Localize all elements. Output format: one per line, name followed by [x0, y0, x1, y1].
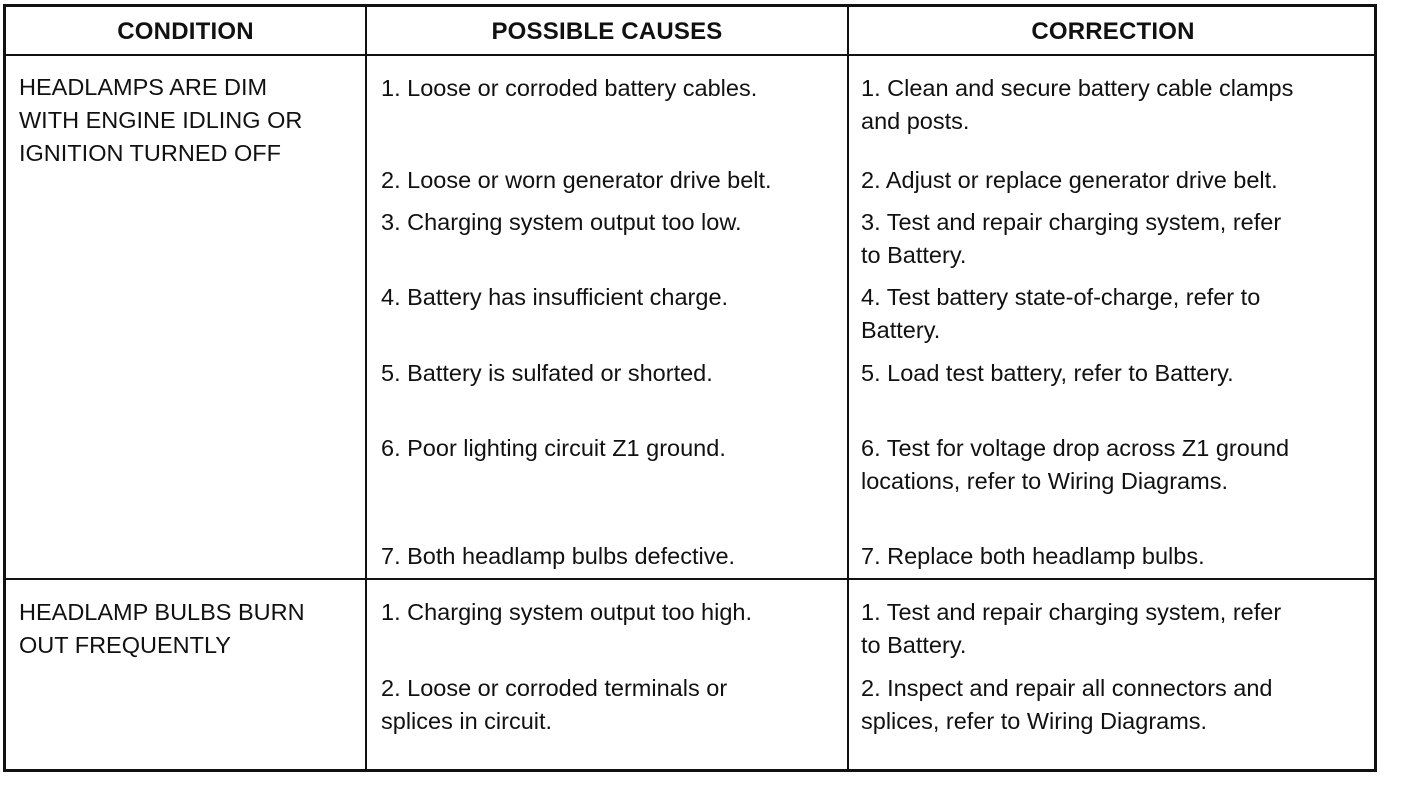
- group-divider: [6, 578, 1374, 580]
- header-divider: [6, 54, 1374, 56]
- correction-1-5: 5. Load test battery, refer to Battery.: [861, 360, 1234, 386]
- correction-1-6: 6. Test for voltage drop across Z1 ground locations, refer to Wiring Diagrams.: [861, 435, 1290, 494]
- cause-2-1: 1. Charging system output too high.: [381, 599, 752, 625]
- column-divider-2: [847, 7, 849, 769]
- column-divider-1: [365, 7, 367, 769]
- header-possible-causes: POSSIBLE CAUSES: [491, 18, 723, 45]
- correction-1-3: 3. Test and repair charging system, refer to Battery.: [861, 209, 1282, 268]
- correction-2-1: 1. Test and repair charging system, refer to Battery.: [861, 599, 1282, 658]
- correction-1-4: 4. Test battery state-of-charge, refer to Battery.: [861, 284, 1261, 343]
- cause-1-3: 3. Charging system output too low.: [381, 209, 742, 235]
- condition-dim-headlamps: HEADLAMPS ARE DIM WITH ENGINE IDLING OR IGNITION TURNED OFF: [19, 74, 303, 166]
- correction-1-1: 1. Clean and secure battery cable clamps and posts.: [861, 75, 1294, 134]
- cause-1-7: 7. Both headlamp bulbs defective.: [381, 543, 736, 569]
- diagnosis-table: [3, 4, 1377, 772]
- cause-1-4: 4. Battery has insufficient charge.: [381, 284, 729, 310]
- cause-1-1: 1. Loose or corroded battery cables.: [381, 75, 758, 101]
- condition-bulbs-burn-out: HEADLAMP BULBS BURN OUT FREQUENTLY: [19, 599, 305, 658]
- correction-2-2: 2. Inspect and repair all connectors and splices, refer to Wiring Diagrams.: [861, 675, 1273, 734]
- cause-2-2: 2. Loose or corroded terminals or splices in circuit.: [381, 675, 728, 734]
- correction-1-2: 2. Adjust or replace generator drive belt.: [861, 167, 1278, 193]
- cause-1-5: 5. Battery is sulfated or shorted.: [381, 360, 713, 386]
- header-correction: CORRECTION: [1031, 18, 1195, 45]
- header-condition: CONDITION: [117, 18, 254, 45]
- cause-1-2: 2. Loose or worn generator drive belt.: [381, 167, 772, 193]
- cause-1-6: 6. Poor lighting circuit Z1 ground.: [381, 435, 726, 461]
- correction-1-7: 7. Replace both headlamp bulbs.: [861, 543, 1205, 569]
